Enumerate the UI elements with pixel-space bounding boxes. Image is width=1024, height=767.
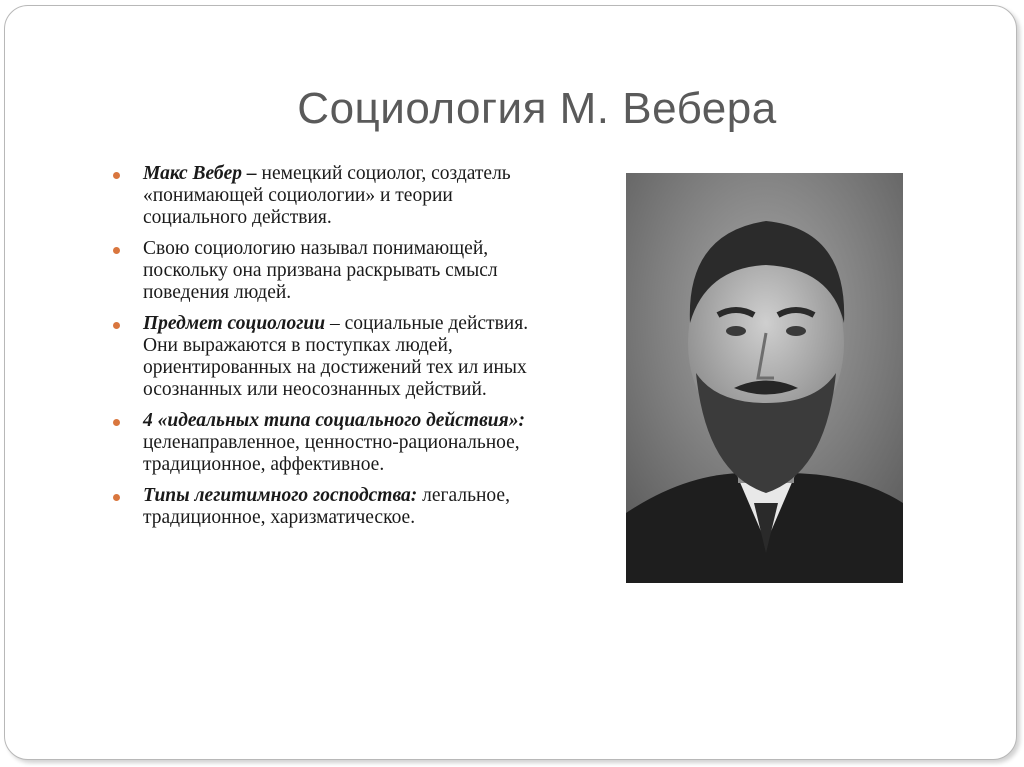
bullet-dot-icon [113,322,120,329]
portrait-illustration [626,173,903,583]
bullet-item [110,485,530,529]
bullet-item [110,238,530,304]
bullet-text: легальное, традиционное, харизматическое. [143,485,510,528]
bullet-list [110,163,530,538]
bullet-emphasis: Типы легитимного господства: [143,485,418,506]
portrait-photo [626,173,903,583]
bullet-item [110,163,530,229]
bullet-dot-icon [113,247,120,254]
bullet-dot-icon [113,494,120,501]
bullet-item [110,313,530,401]
slide-title: Социология М. Вебера [297,84,777,133]
bullet-emphasis: Предмет социологии [143,313,326,334]
bullet-dot-icon [113,172,120,179]
bullet-text: целенаправленное, ценностно-рациональное, традиционное, аффективное. [143,432,520,475]
bullet-dot-icon [113,419,120,426]
bullet-text: немецкий социолог, создатель «понимающей социологии» и теории социального действия. [143,163,511,228]
bullet-text: Свою социологию называл понимающей, поскольку она призвана раскрывать смысл поведения людей. [143,238,498,303]
bullet-emphasis: Макс Вебер – [143,163,257,184]
bullet-emphasis: 4 «идеальных типа социального действия»: [143,410,525,431]
bullet-text: – социальные действия. Они выражаются в поступках людей, ориентированных на достижений тех ил иных осознанных или неосознанных действий. [143,313,529,400]
bullet-item [110,410,530,476]
